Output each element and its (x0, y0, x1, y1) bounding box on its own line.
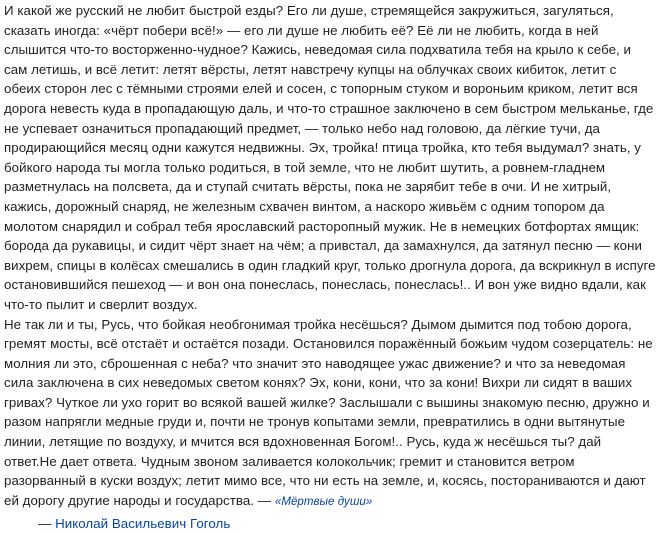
quote-paragraph-1 (4, 1, 656, 315)
source-work-link[interactable]: «Мёртвые души» (274, 495, 373, 508)
source-separator: — (254, 492, 275, 508)
quote-paragraph-2-text: Не так ли и ты, Русь, что бойкая необгонимая тройка несёшься? Дымом дымится под тобою дорога, гремят мосты, всё отстаёт и остаётся позади. Остановился поражённый божьим чудом созерцатель: не молния ли это, сброшенная с неба? что значит это наводящее ужас движение? и что за неведомая сила заключена в сих неведомых светом конях? Эх, кони, кони, что за кони! Вихри ли сидят в ваших гривах? Чуткое ли ухо горит во всякой вашей жилке? Заслышали с вышины знакомую песню, дружно и разом напрягли медные груди и, почти не тронув копытами земли, превратились в одни вытянутые линии, летящие по воздуху, и мчится вся вдохновенная Богом!.. Русь, куда ж несёшься ты? дай ответ.Не дает ответа. Чудным звоном заливается колокольчик; гремит и становится ветром разорванный в куски воздух; летит мимо все, что ни есть на земле, и, косясь, постораниваются и дают ей дорогу другие народы и государства. (4, 316, 653, 508)
author-link[interactable]: Николай Васильевич Гоголь (55, 516, 231, 532)
attribution (4, 512, 656, 534)
quote-paragraph-2 (4, 315, 656, 513)
quote-paragraph-1-text: И какой же русский не любит быстрой езды? Его ли душе, стремящейся закружиться, загуляться, сказать иногда: «чёрт побери всё!» — его ли душе не любить её? Её ли не любить, когда в ней слышится что-то восторженно-чудное? Кажись, неведомая сила подхватила тебя на крыло к себе, и сам летишь, и всё летит: летят вёрсты, летят навстречу купцы на облучках своих кибиток, летит с обеих сторон лес с тёмными строями елей и сосен, с топорным стуком и вороньим криком, летит вся дорога невесть куда в пропадающую даль, и что-то страшное заключено в сем быстром мельканье, где не успевает означиться пропадающий предмет, — только небо над головою, да лёгкие тучи, да продирающийся месяц одни кажутся недвижны. Эх, тройка! птица тройка, кто тебя выдумал? знать, у бойкого народа ты могла только родиться, в той земле, что не любит шутить, а ровнем-гладнем разметнулась на полсвета, да и ступай считать вёрсты, пока не зарябит тебе в очи. И не хитрый, кажись, дорожный снаряд, не железным схвачен винтом, а наскоро живьём с одним топором да молотом снарядил и собрал тебя ярославский расторопный мужик. Не в немецких ботфортах ямщик: борода да рукавицы, и сидит чёрт знает на чём; а привстал, да замахнулся, да затянул песню — кони вихрем, спицы в колёсах смешались в один гладкий круг, только дрогнула дорога, да вскрикнул в испуге остановившийся пешеход — и вон она понеслась, понеслась, понеслась!.. И вон уже видно вдали, как что-то пылит и сверлит воздух. (4, 3, 656, 312)
attribution-dash: — (38, 516, 56, 532)
quote-block (4, 1, 656, 534)
